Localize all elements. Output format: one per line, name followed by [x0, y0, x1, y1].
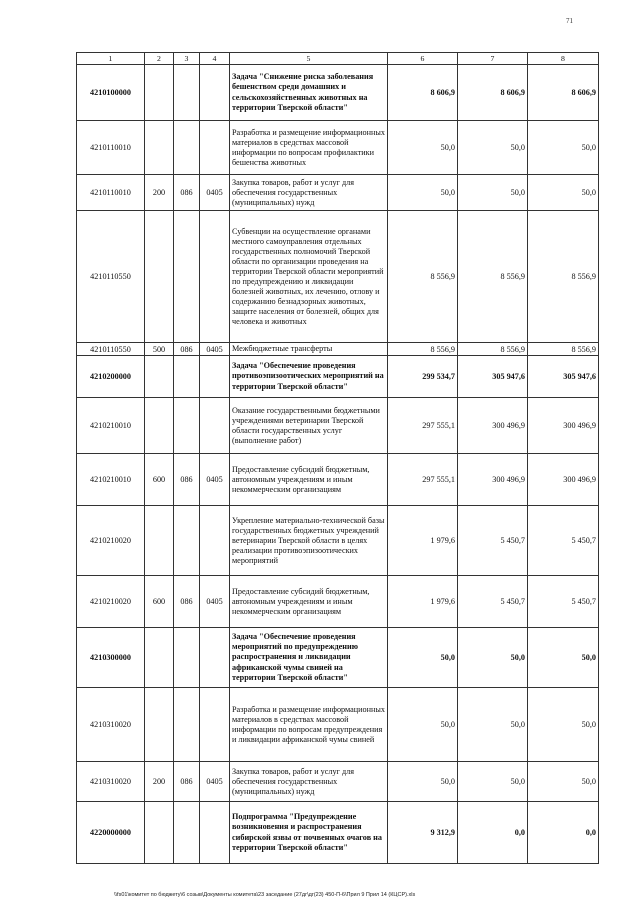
value-col6: 297 555,1 — [388, 398, 458, 454]
ministry-code — [174, 356, 200, 398]
classification-code: 4210110550 — [77, 343, 145, 356]
expense-type — [145, 802, 174, 864]
value-col6: 50,0 — [388, 628, 458, 688]
table-row — [77, 211, 599, 343]
value-col7: 0,0 — [458, 802, 528, 864]
expense-type — [145, 398, 174, 454]
table-row — [77, 398, 599, 454]
value-col6: 50,0 — [388, 762, 458, 802]
section-code — [200, 211, 230, 343]
header-row — [77, 53, 599, 65]
ministry-code — [174, 506, 200, 576]
item-description: Укрепление материально-технической базы государственных бюджетных учреждений ветеринарии Тверской области в целях реализации противоэпизоотических мероприятий — [230, 506, 388, 576]
value-col8: 300 496,9 — [528, 454, 599, 506]
classification-code: 4210210020 — [77, 506, 145, 576]
classification-code: 4210100000 — [77, 65, 145, 121]
item-description: Субвенции на осуществление органами местного самоуправления отдельных государственных полномочий Тверской области по организации проведения на территории Тверской области мероприятий по предупреждению и ликвидации болезней животных, их лечению, отлову и содержанию безнадзорных животных, защите населения от болезней, общих для человека и животных — [230, 211, 388, 343]
value-col7: 8 556,9 — [458, 343, 528, 356]
value-col8: 50,0 — [528, 762, 599, 802]
section-code: 0405 — [200, 576, 230, 628]
value-col6: 297 555,1 — [388, 454, 458, 506]
classification-code: 4210110010 — [77, 175, 145, 211]
value-col6: 1 979,6 — [388, 506, 458, 576]
value-col7: 50,0 — [458, 688, 528, 762]
classification-code: 4210310020 — [77, 762, 145, 802]
ministry-code — [174, 802, 200, 864]
value-col6: 50,0 — [388, 688, 458, 762]
expense-type — [145, 506, 174, 576]
value-col8: 50,0 — [528, 175, 599, 211]
value-col7: 305 947,6 — [458, 356, 528, 398]
ministry-code — [174, 628, 200, 688]
section-code — [200, 506, 230, 576]
section-code: 0405 — [200, 175, 230, 211]
value-col8: 8 606,9 — [528, 65, 599, 121]
item-description: Задача "Снижение риска заболевания бешенством среди домашних и сельскохозяйственных животных на территории Тверской области" — [230, 65, 388, 121]
item-description: Предоставление субсидий бюджетным, автономным учреждениям и иным некоммерческим организациям — [230, 454, 388, 506]
section-code — [200, 802, 230, 864]
classification-code: 4210210020 — [77, 576, 145, 628]
value-col8: 305 947,6 — [528, 356, 599, 398]
section-code: 0405 — [200, 343, 230, 356]
column-header: 7 — [458, 53, 528, 65]
budget-table — [76, 52, 599, 864]
value-col8: 50,0 — [528, 628, 599, 688]
item-description: Задача "Обеспечение проведения противоэпизоотических мероприятий на территории Тверской области" — [230, 356, 388, 398]
classification-code: 4210200000 — [77, 356, 145, 398]
column-header: 3 — [174, 53, 200, 65]
ministry-code: 086 — [174, 343, 200, 356]
table-row — [77, 356, 599, 398]
value-col6: 50,0 — [388, 121, 458, 175]
value-col8: 0,0 — [528, 802, 599, 864]
value-col7: 5 450,7 — [458, 506, 528, 576]
table-row — [77, 802, 599, 864]
value-col8: 5 450,7 — [528, 506, 599, 576]
ministry-code — [174, 398, 200, 454]
file-path-footer: \\fs01\комитет по бюджету\6 созыв\Документы комитета\23 заседание (27дг\дг(23) 450-П-6\Прил 9 Прил 14 (КЦСР).xls — [114, 892, 416, 898]
value-col8: 300 496,9 — [528, 398, 599, 454]
page-number: 71 — [566, 17, 573, 25]
column-header: 4 — [200, 53, 230, 65]
expense-type — [145, 121, 174, 175]
value-col6: 9 312,9 — [388, 802, 458, 864]
section-code: 0405 — [200, 762, 230, 802]
table-row — [77, 688, 599, 762]
table-row — [77, 762, 599, 802]
value-col7: 50,0 — [458, 762, 528, 802]
table-row — [77, 343, 599, 356]
ministry-code — [174, 688, 200, 762]
item-description: Оказание государственными бюджетными учреждениями ветеринарии Тверской области государственных услуг (выполнение работ) — [230, 398, 388, 454]
value-col6: 1 979,6 — [388, 576, 458, 628]
value-col6: 8 556,9 — [388, 343, 458, 356]
ministry-code — [174, 65, 200, 121]
item-description: Разработка и размещение информационных материалов в средствах массовой информации по вопросам предупреждения и ликвидации африканской чумы свиней — [230, 688, 388, 762]
expense-type — [145, 211, 174, 343]
value-col6: 8 606,9 — [388, 65, 458, 121]
value-col8: 8 556,9 — [528, 343, 599, 356]
expense-type: 600 — [145, 576, 174, 628]
ministry-code — [174, 211, 200, 343]
section-code — [200, 688, 230, 762]
expense-type — [145, 65, 174, 121]
section-code — [200, 628, 230, 688]
table-row — [77, 506, 599, 576]
ministry-code: 086 — [174, 175, 200, 211]
item-description: Разработка и размещение информационных материалов в средствах массовой информации по вопросам профилактики бешенства животных — [230, 121, 388, 175]
value-col7: 300 496,9 — [458, 454, 528, 506]
expense-type — [145, 628, 174, 688]
value-col7: 8 606,9 — [458, 65, 528, 121]
column-header: 2 — [145, 53, 174, 65]
value-col7: 50,0 — [458, 175, 528, 211]
value-col7: 50,0 — [458, 121, 528, 175]
value-col7: 8 556,9 — [458, 211, 528, 343]
section-code: 0405 — [200, 454, 230, 506]
item-description: Закупка товаров, работ и услуг для обеспечения государственных (муниципальных) нужд — [230, 762, 388, 802]
classification-code: 4210110550 — [77, 211, 145, 343]
expense-type: 200 — [145, 762, 174, 802]
column-header: 8 — [528, 53, 599, 65]
value-col8: 8 556,9 — [528, 211, 599, 343]
column-header: 1 — [77, 53, 145, 65]
table-row — [77, 576, 599, 628]
item-description: Закупка товаров, работ и услуг для обеспечения государственных (муниципальных) нужд — [230, 175, 388, 211]
classification-code: 4210210010 — [77, 454, 145, 506]
column-header: 5 — [230, 53, 388, 65]
item-description: Задача "Обеспечение проведения мероприятий по предупреждению распространения и ликвидации африканской чумы свиней на территории Тверской области" — [230, 628, 388, 688]
value-col8: 50,0 — [528, 121, 599, 175]
value-col7: 300 496,9 — [458, 398, 528, 454]
value-col6: 50,0 — [388, 175, 458, 211]
item-description: Межбюджетные трансферты — [230, 343, 388, 356]
ministry-code — [174, 121, 200, 175]
table-row — [77, 65, 599, 121]
table-row — [77, 454, 599, 506]
expense-type — [145, 688, 174, 762]
expense-type — [145, 356, 174, 398]
ministry-code: 086 — [174, 762, 200, 802]
expense-type: 600 — [145, 454, 174, 506]
value-col8: 50,0 — [528, 688, 599, 762]
table-row — [77, 121, 599, 175]
value-col6: 8 556,9 — [388, 211, 458, 343]
ministry-code: 086 — [174, 576, 200, 628]
section-code — [200, 398, 230, 454]
value-col7: 5 450,7 — [458, 576, 528, 628]
value-col8: 5 450,7 — [528, 576, 599, 628]
section-code — [200, 356, 230, 398]
section-code — [200, 65, 230, 121]
table-row — [77, 628, 599, 688]
column-header: 6 — [388, 53, 458, 65]
value-col7: 50,0 — [458, 628, 528, 688]
table-row — [77, 175, 599, 211]
expense-type: 200 — [145, 175, 174, 211]
classification-code: 4210300000 — [77, 628, 145, 688]
ministry-code: 086 — [174, 454, 200, 506]
classification-code: 4210210010 — [77, 398, 145, 454]
value-col6: 299 534,7 — [388, 356, 458, 398]
expense-type: 500 — [145, 343, 174, 356]
item-description: Предоставление субсидий бюджетным, автономным учреждениям и иным некоммерческим организациям — [230, 576, 388, 628]
section-code — [200, 121, 230, 175]
classification-code: 4210310020 — [77, 688, 145, 762]
item-description: Подпрограмма "Предупреждение возникновения и распространения сибирской язвы от почвенных очагов на территории Тверской области" — [230, 802, 388, 864]
classification-code: 4210110010 — [77, 121, 145, 175]
classification-code: 4220000000 — [77, 802, 145, 864]
